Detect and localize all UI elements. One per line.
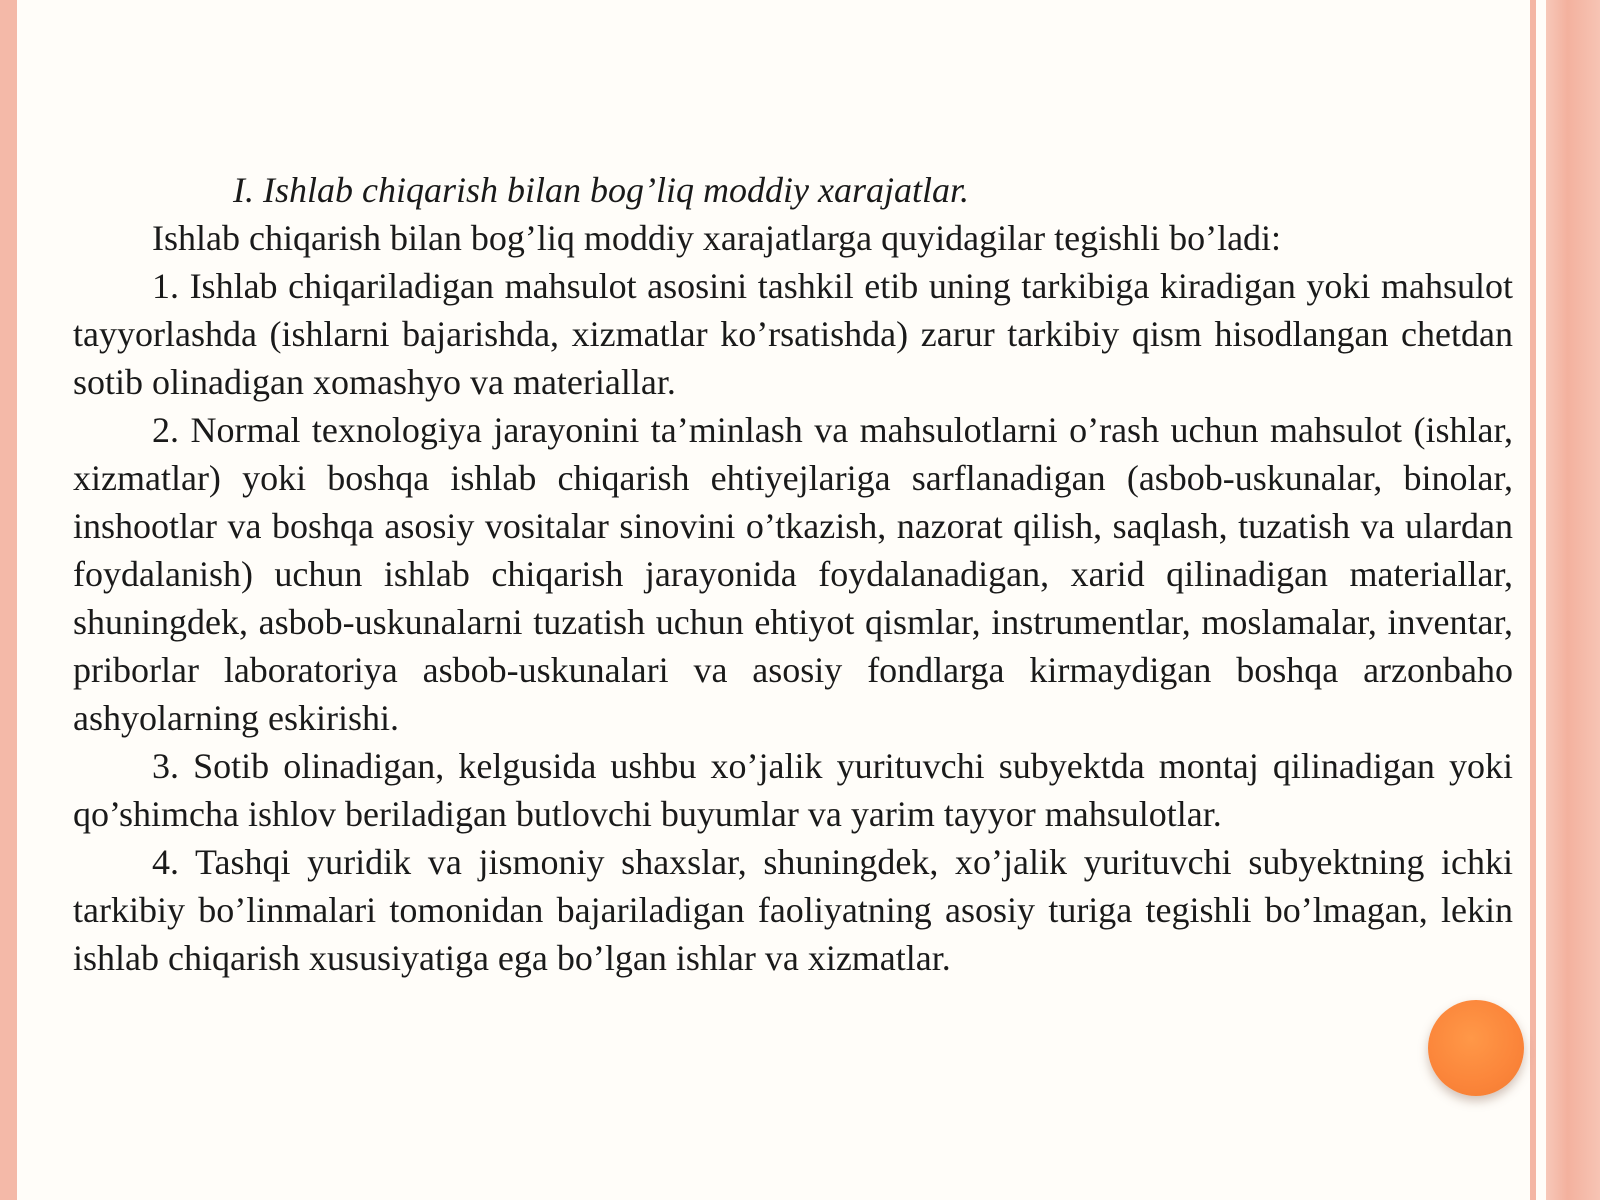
list-item-3: 3. Sotib olinadigan, kelgusida ushbu xo’jalik yurituvchi subyektda montaj qilinadigan yoki qo’shimcha ishlov beriladigan butlovchi buyumlar va yarim tayyor mahsulotlar. xyxy=(73,746,1513,834)
intro-paragraph: Ishlab chiqarish bilan bog’liq moddiy xarajatlarga quyidagilar tegishli bo’ladi: xyxy=(152,218,1282,258)
list-item-4: 4. Tashqi yuridik va jismoniy shaxslar, shuningdek, xo’jalik yurituvchi subyektning ichki tarkibiy bo’linmalari tomonidan bajariladigan faoliyatning asosiy turiga tegishli bo’lmagan, lekin ishlab chiqarish xususiyatiga ega bo’lgan ishlar va xizmatlar. xyxy=(73,842,1513,978)
list-item-2: 2. Normal texnologiya jarayonini ta’minlash va mahsulotlarni o’rash uchun mahsulot (ishlar, xizmatlar) yoki boshqa ishlab chiqarish ehtiyejlariga sarflanadigan (asbob-uskunalar, binolar, inshootlar va boshqa asosiy vositalar sinovini o’tkazish, nazorat qilish, saqlash, tuzatish va ulardan foydalanish) uchun ishlab chiqarish jarayonida foydalanadigan, xarid qilinadigan materiallar, shuningdek, asbob-uskunalarni tuzatish uchun ehtiyot qismlar, instrumentlar, moslamalar, inventar, priborlar laboratoriya asbob-uskunalari va asosiy fondlarga kirmaydigan boshqa arzonbaho ashyolarning eskirishi. xyxy=(73,410,1513,738)
right-thin-decorative-stripe xyxy=(1530,0,1536,1200)
orange-circle-decoration xyxy=(1428,1000,1524,1096)
slide-body xyxy=(73,166,1513,982)
section-heading: I. Ishlab chiqarish bilan bog’liq moddiy xarajatlar. xyxy=(233,170,969,210)
left-decorative-stripe xyxy=(0,0,17,1200)
list-item-1: 1. Ishlab chiqariladigan mahsulot asosini tashkil etib uning tarkibiga kiradigan yoki mahsulot tayyorlashda (ishlarni bajarishda, xizmatlar ko’rsatishda) zarur tarkibiy qism hisodlangan chetdan sotib olinadigan xomashyo va materiallar. xyxy=(73,266,1513,402)
right-wide-decorative-stripe xyxy=(1546,0,1600,1200)
